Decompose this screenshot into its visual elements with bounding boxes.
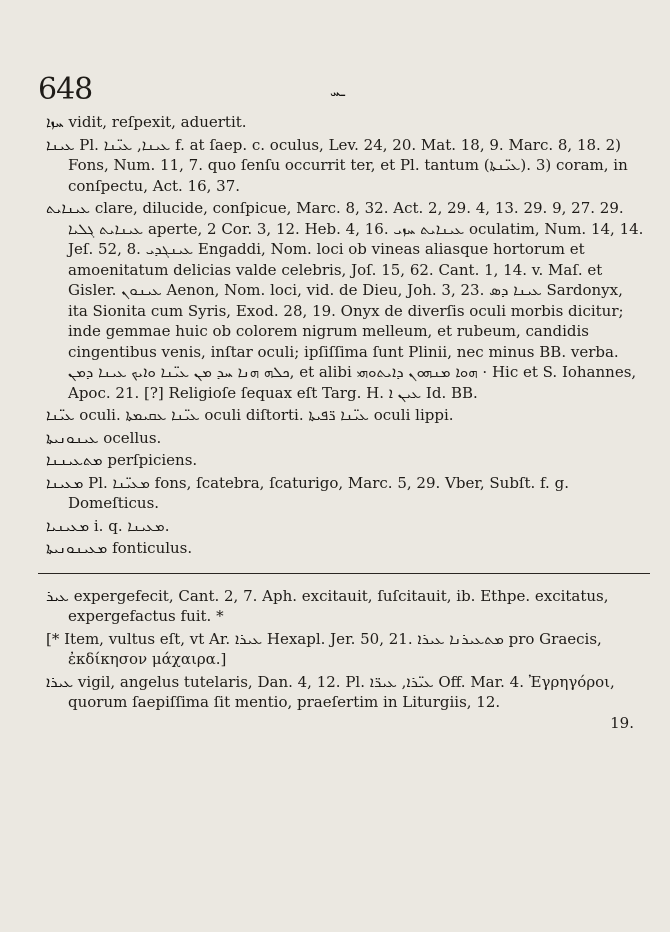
lexicon-entry: [46, 428, 646, 449]
lexicon-entry: [46, 586, 646, 627]
lexicon-entry: [46, 112, 646, 133]
entry-definition: expergefecit, Cant. 2, 7. Aph. excitauit, ſuſcitauit, ib. Ethpe. excitatus, expergefactus fuit. *: [68, 586, 609, 625]
continued-reference: [46, 713, 646, 734]
lexicon-entry: [46, 538, 646, 559]
syriac-headword: ܡܥܝܢܝܐ: [46, 516, 90, 535]
lexicon-entry: [46, 672, 646, 713]
entry-definition: perſpiciens.: [102, 451, 198, 469]
entry-definition: vidit, reſpexit, aduertit.: [63, 113, 247, 131]
lower-section: [46, 586, 646, 734]
lexicon-entry: [46, 198, 646, 403]
entry-definition: fonticulus.: [107, 539, 193, 557]
entry-definition: clare, dilucide, conſpicue, Marc. 8, 32. Act. 2, 29. 4, 13. 29. 9, 27. 29. ܥܝܢܐܝܬ ܓܠܝܐ aperte, 2 Cor. 3, 12. Heb. 4, 16. ܥܝܢܐܝܬ ܚܙܝ oculatim, Num. 14, 14. Jeſ. 52, 8. ܥܝܢܓܕܝ Engaddi, Nom. loci ob vineas aliasque hortorum et amoenitatum delicias valde celebris, Joſ. 15, 62. Cant. 1, 14. v. Maſ. et Gisler. ܥܝܢܘܢ Aenon, Nom. loci, vid. de Dieu, Joh. 3, 23. ܥܝܢܐ ܕܣ Sardonyx, ita Sionita cum Syris, Exod. 28, 19. Onyx de diverſis oculi morbis dicitur; inde gemmae huic ob colorem nigrum melleum, et rubeum, candidis cingentibus venis, inſtar oculi; ipſiſſima ſunt Plinii, nec minus BB. verba. ܟܠܗ ܗܢܐ ܚܕ ܡܢ ܥܝ̈ܢܐ ܘܐܝܟ ܥܝܢܐ ܕܡܢ, et alibi ܗܘܐ ܡܢܗܘܢ ܕܐܝܬܘܗܝ · Hic et S. Iohannes, Apoc. 21. [?] Religioſe ſequax eſt Targ. H. ܥܝܢ ܐ Id. BB.: [68, 199, 644, 402]
reference-number: 19.: [610, 713, 634, 732]
entry-definition: vigil, angelus tutelaris, Dan. 4, 12. Pl. ܥܝ̈ܪܐ, ܥܝܪ̈ܐ Off. Mar. 4. Ἐγρηγόροι, quorum ſaepiſſima ſit mentio, praeſertim in Liturgiis, 12.: [68, 672, 615, 711]
syriac-headword: ܡܥܝܢܐ: [46, 473, 84, 492]
lexicon-entry: [46, 516, 646, 537]
section-divider: [38, 573, 650, 574]
syriac-headword: ܚܙܐ: [46, 113, 64, 131]
syriac-headword: ܥܝܢܘܢܝܬܐ: [46, 428, 99, 447]
entry-definition: Pl. ܡܥܝ̈ܢܐ fons, ſcatebra, ſcaturigo, Marc. 5, 29. Vber, Subſt. f. g. Domeſticus.: [68, 473, 569, 512]
running-head: ـܚ: [330, 82, 346, 100]
entry-definition: ocellus.: [98, 428, 162, 447]
entry-definition: Pl. ܥܝܢܐ, ܥܝ̈ܢܐ f. at ſaep. c. oculus, Lev. 24, 20. Mat. 18, 9. Marc. 8, 18. 2) Fons, Num. 11, 7. quo ſenſu occurrit ter, et Pl. tantum (ܥܝ̈ܢܬܐ). 3) coram, in conſpectu, Act. 16, 37.: [68, 135, 628, 195]
lexicon-entry: [46, 135, 646, 197]
lexicon-column: [46, 112, 646, 733]
page-number: 648: [38, 72, 93, 107]
syriac-headword: ܥܝܢܐ: [46, 135, 75, 154]
lexicon-entry: [46, 473, 646, 514]
syriac-headword: ܥܝܪ: [46, 586, 69, 605]
editorial-note: [46, 629, 646, 670]
syriac-headword: ܡܥܝܢܘܢܝܬܐ: [46, 539, 108, 557]
syriac-headword: ܥܝܢܐܝܬ: [46, 199, 91, 217]
lexicon-entry: [46, 405, 646, 426]
entry-definition: oculi. ܥܝ̈ܢܐ ܥܩܝܡܬܐ oculi diſtorti. ܥܝ̈ܢܐ ܪ̈ܦܝܬܐ oculi lippi.: [74, 406, 454, 424]
entry-definition: i. q. ܡܥܝܢܐ.: [89, 516, 170, 535]
lexicon-entry: [46, 450, 646, 471]
note-text: [* Item, vultus eſt, vt Ar. ܥܝܪܐ Hexapl. Jer. 50, 21. ܡܬܥܝܪܢܐ ܥܝܪܐ pro Graecis, ἐκδίκησον μάχαιρα.]: [46, 629, 602, 668]
syriac-headword: ܥܝܪܐ: [46, 672, 74, 691]
syriac-headword: ܥܝ̈ܢܐ: [46, 406, 75, 424]
syriac-headword: ܡܬܥܝܢܢܐ: [46, 451, 103, 469]
page-header: [0, 72, 670, 112]
